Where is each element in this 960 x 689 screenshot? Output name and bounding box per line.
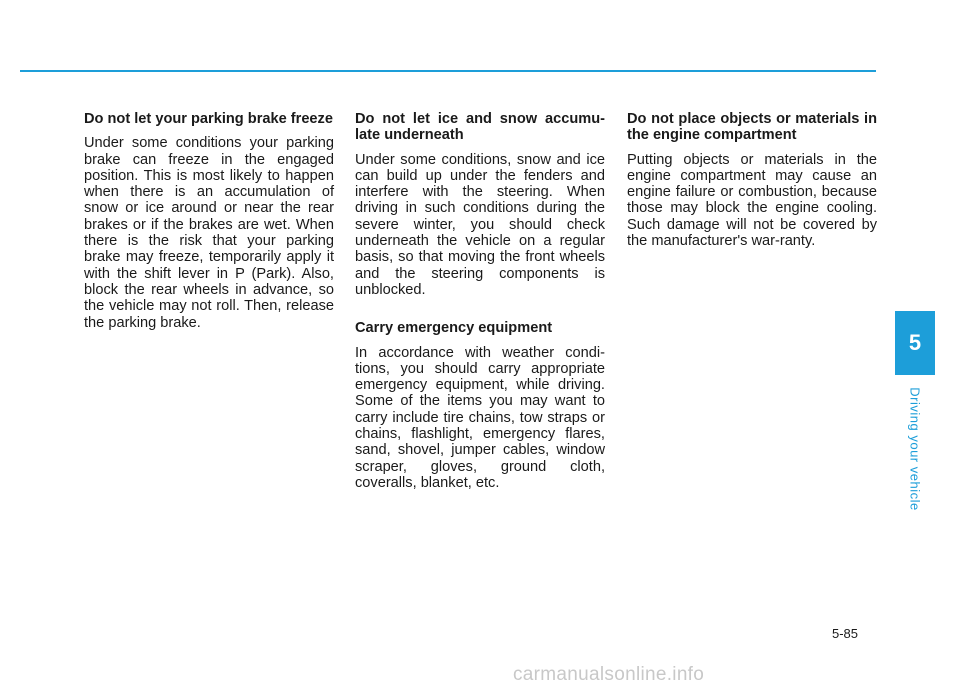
column-right xyxy=(627,111,877,271)
section-body-emergency-equipment: In accordance with weather condi-tions, you should carry appropriate emergency equipment, while driving. Some of the items you may want to carry include tire chains, tow straps or chains, flashlight, emergency flares, sand, shovel, jumper cables, window scraper, gloves, ground cloth, coveralls, blanket, etc. xyxy=(355,344,605,491)
chapter-number-tab[interactable]: 5 xyxy=(895,311,935,375)
section-heading-ice-snow: Do not let ice and snow accumu-late underneath xyxy=(355,111,605,144)
header-divider xyxy=(20,70,876,72)
section-body-parking-brake: Under some conditions your parking brake can freeze in the engaged position. This is most likely to happen when there is an accumulation of snow or ice around or near the rear brakes or if the brakes are wet. When there is the risk that your parking brake may freeze, temporarily apply it with the shift lever in P (Park). Also, block the rear wheels in advance, so the vehicle may not roll. Then, release the parking brake. xyxy=(84,135,334,331)
section-heading-emergency-equipment: Carry emergency equipment xyxy=(355,320,553,337)
column-left xyxy=(84,111,334,353)
chapter-title-label: Driving your vehicle xyxy=(907,387,923,511)
section-body-ice-snow: Under some conditions, snow and ice can build up under the fenders and interfere with the steering. When driving in such conditions during the severe winter, you should check underneath the vehicle on a regular basis, so that moving the front wheels and the steering components is unblocked. xyxy=(355,151,605,298)
section-heading-engine-compartment: Do not place objects or materials in the engine compartment xyxy=(627,111,877,144)
watermark-text: carmanualsonline.info xyxy=(513,664,705,685)
section-heading-parking-brake: Do not let your parking brake freeze xyxy=(84,111,333,127)
page-number: 5-85 xyxy=(832,626,859,641)
column-middle xyxy=(355,111,605,513)
section-body-engine-compartment: Putting objects or materials in the engine compartment may cause an engine failure or combustion, because those may block the engine cooling. Such damage will not be covered by the manufacturer's war-ranty. xyxy=(627,151,877,250)
